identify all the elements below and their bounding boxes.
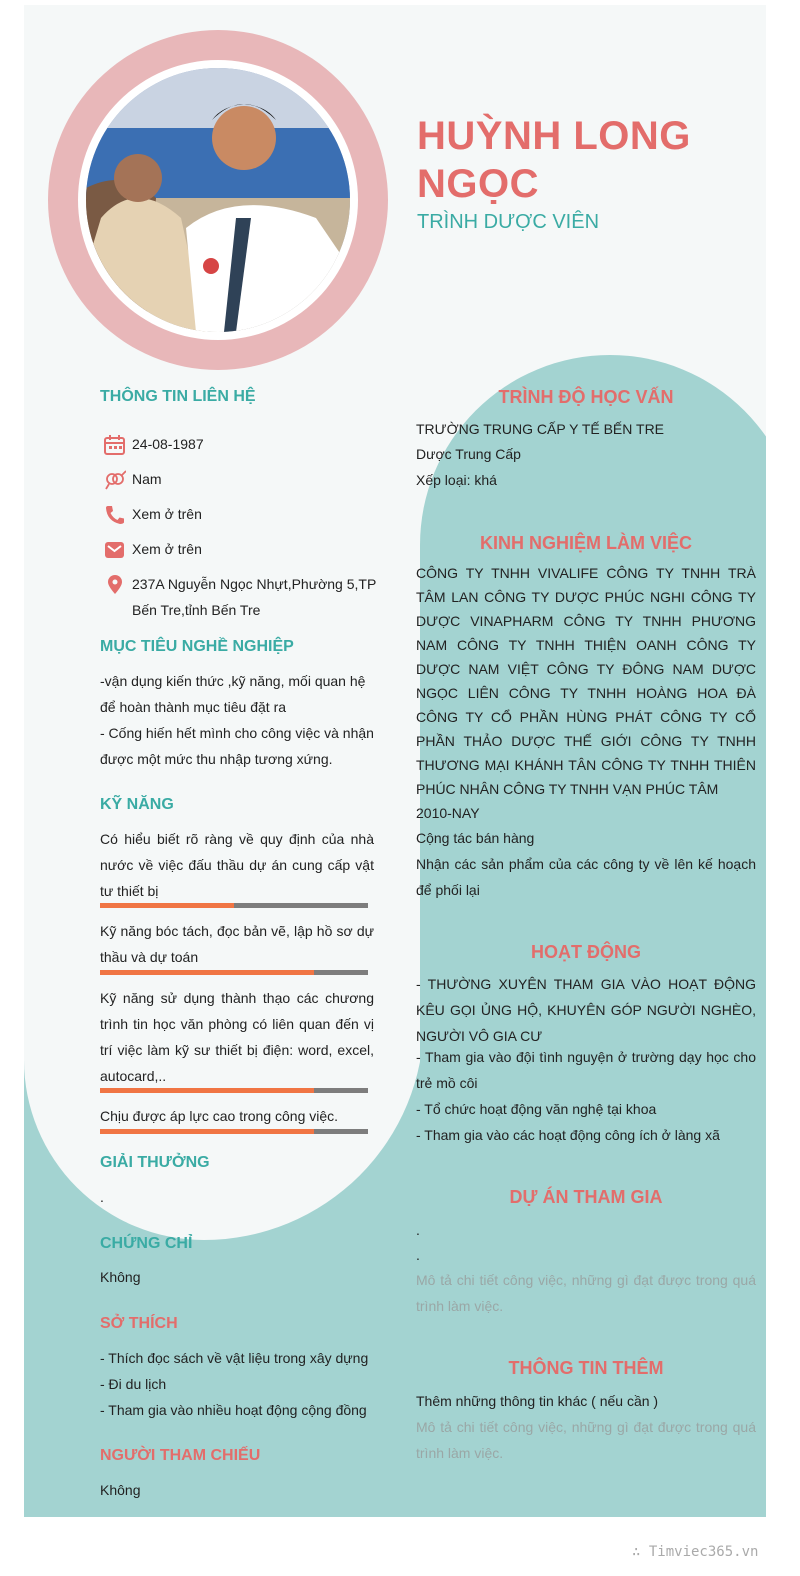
- certificates-heading: CHỨNG CHỈ: [100, 1235, 193, 1252]
- profile-photo: [86, 68, 350, 332]
- extra-info-heading: THÔNG TIN THÊM: [508, 1358, 664, 1378]
- activity-1: - THƯỜNG XUYÊN THAM GIA VÀO HOẠT ĐỘNG KÊU GỌI ỦNG HỘ, KHUYÊN GÓP NGƯỜI NGHÈO, NGƯỜI VÔ GIA CƯ: [416, 976, 756, 1044]
- hobby-3: - Tham gia vào nhiều hoạt động cộng đồng: [100, 1402, 367, 1418]
- contact-birthday: [104, 431, 404, 457]
- skill-2-bar-fill: [100, 970, 314, 975]
- gender-icon: [104, 470, 126, 490]
- skill-4-bar: [100, 1129, 368, 1134]
- experience-description: Nhận các sản phẩm của các công ty về lên kế hoạch để phối lại: [416, 856, 756, 898]
- education-heading: TRÌNH ĐỘ HỌC VẤN: [498, 387, 674, 407]
- calendar-icon: [104, 435, 126, 455]
- hobby-2: - Đi du lịch: [100, 1376, 167, 1392]
- experience-heading: KINH NGHIỆM LÀM VIỆC: [479, 533, 692, 553]
- gender-value: Nam: [132, 471, 162, 487]
- activities-heading: HOẠT ĐỘNG: [531, 942, 641, 962]
- experience-role: Cộng tác bán hàng: [416, 830, 535, 846]
- project-placeholder: Mô tả chi tiết công việc, những gì đạt được trong quá trình làm việc.: [416, 1272, 756, 1314]
- phone-value: Xem ở trên: [132, 506, 202, 522]
- contact-heading: THÔNG TIN LIÊN HỆ: [100, 388, 256, 405]
- references-heading: NGƯỜI THAM CHIẾU: [100, 1447, 261, 1464]
- extra-info-placeholder: Mô tả chi tiết công việc, những gì đạt được trong quá trình làm việc.: [416, 1419, 756, 1461]
- map-pin-icon: [104, 575, 126, 595]
- skill-4-bar-fill: [100, 1129, 314, 1134]
- objective-line-2: - Cống hiến hết mình cho công việc và nhận được một mức thu nhập tương xứng.: [100, 725, 374, 767]
- contact-email: [104, 536, 404, 562]
- birthday-value: 24-08-1987: [132, 436, 204, 452]
- hobbies-heading: SỞ THÍCH: [100, 1315, 178, 1332]
- skill-2-text: Kỹ năng bóc tách, đọc bản vẽ, lập hồ sơ dự thầu và dự toán: [100, 923, 374, 965]
- envelope-icon: [104, 540, 126, 560]
- references-text: Không: [100, 1482, 141, 1498]
- education-grade: Xếp loại: khá: [416, 472, 497, 488]
- email-value: Xem ở trên: [132, 541, 202, 557]
- activity-4: - Tham gia vào các hoạt động công ích ở làng xã: [416, 1127, 720, 1143]
- skill-3-bar-fill: [100, 1088, 314, 1093]
- skill-1-bar: [100, 903, 368, 908]
- skill-3-bar: [100, 1088, 368, 1093]
- skills-heading: KỸ NĂNG: [100, 796, 174, 813]
- education-major: Dược Trung Cấp: [416, 446, 521, 462]
- experience-period: 2010-NAY: [416, 805, 480, 821]
- contact-gender: [104, 466, 404, 492]
- candidate-name: HUỲNH LONG NGỌC: [417, 114, 691, 206]
- contact-phone: [104, 501, 404, 527]
- education-school: TRƯỜNG TRUNG CẤP Y TẾ BẾN TRE: [416, 421, 665, 437]
- awards-text: .: [100, 1189, 104, 1205]
- skill-4-text: Chịu được áp lực cao trong công việc.: [100, 1108, 339, 1124]
- site-watermark: ∴ Timviec365.vn: [632, 1544, 759, 1560]
- skill-2-bar: [100, 970, 368, 975]
- phone-icon: [104, 505, 126, 525]
- project-line-1: .: [416, 1222, 420, 1238]
- experience-companies: CÔNG TY TNHH VIVALIFE CÔNG TY TNHH TRÀ TÂM LAN CÔNG TY DƯỢC PHÚC NGHI CÔNG TY DƯỢC VINAPHARM CÔNG TY TNHH PHƯƠNG NAM CÔNG TY TNHH THIỆN OANH CÔNG TY DƯỢC NAM VIỆT CÔNG TY ĐÔNG NAM DƯỢC NGỌC LIÊN CÔNG TY TNHH HOÀNG HOA ĐÀ CÔNG TY CỔ PHẦN HÙNG PHÁT CÔNG TY CỔ PHẦN THẢO DƯỢC THẾ GIỚI CÔNG TY TNHH THƯƠNG MẠI KHÁNH TÂN CÔNG TY TNHH THIÊN PHÚC NHÂN CÔNG TY TNHH VẠN PHÚC TÂM: [416, 565, 756, 797]
- hobby-1: - Thích đọc sách về vật liệu trong xây dựng: [100, 1350, 369, 1366]
- decor-blob-right: [420, 355, 766, 1517]
- project-line-2: .: [416, 1247, 420, 1263]
- objective-heading: MỤC TIÊU NGHỀ NGHIỆP: [100, 638, 294, 655]
- extra-info-text: Thêm những thông tin khác ( nếu cần ): [416, 1393, 659, 1409]
- contact-address: [104, 571, 404, 623]
- projects-heading: DỰ ÁN THAM GIA: [509, 1187, 663, 1207]
- objective-line-1: -vận dụng kiến thức ,kỹ năng, mối quan hệ để hoàn thành mục tiêu đặt ra: [100, 673, 366, 715]
- job-title: TRÌNH DƯỢC VIÊN: [417, 211, 600, 233]
- profile-photo-illustration: [86, 68, 350, 332]
- activity-2: - Tham gia vào đội tình nguyện ở trường dạy học cho trẻ mồ côi: [416, 1049, 756, 1091]
- awards-heading: GIẢI THƯỞNG: [100, 1154, 210, 1171]
- skill-3-text: Kỹ năng sử dụng thành thạo các chương trình tin học văn phòng có liên quan đến vị trí việc làm kỹ sư thiết bị điện: word, excel, autocard,..: [100, 990, 374, 1084]
- activity-3: - Tổ chức hoạt động văn nghệ tại khoa: [416, 1101, 657, 1117]
- skill-1-bar-fill: [100, 903, 234, 908]
- skill-1-text: Có hiểu biết rõ ràng về quy định của nhà nước về việc đấu thầu dự án cung cấp vật tư thiết bị: [100, 831, 374, 899]
- certificates-text: Không: [100, 1269, 141, 1285]
- address-value: 237A Nguyễn Ngọc Nhựt,Phường 5,TP Bến Tre,tỉnh Bến Tre: [132, 576, 377, 618]
